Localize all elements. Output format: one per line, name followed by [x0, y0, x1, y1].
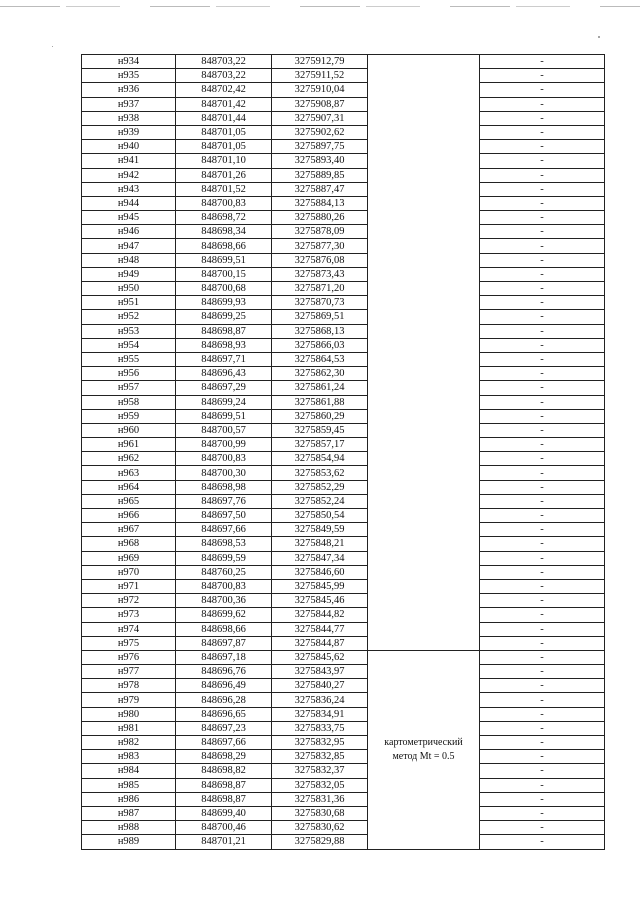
- table-row: [82, 196, 605, 210]
- table-row: [82, 665, 605, 679]
- note-cell: -: [480, 480, 605, 494]
- table-row: [82, 211, 605, 225]
- x-coordinate-cell: 848698,72: [176, 211, 272, 225]
- y-coordinate-cell: 3275831,36: [272, 792, 368, 806]
- point-id-cell: н969: [82, 551, 176, 565]
- coordinates-table: [81, 54, 605, 850]
- note-cell: -: [480, 537, 605, 551]
- x-coordinate-cell: 848697,50: [176, 509, 272, 523]
- x-coordinate-cell: 848699,93: [176, 296, 272, 310]
- x-coordinate-cell: 848697,76: [176, 494, 272, 508]
- x-coordinate-cell: 848697,66: [176, 736, 272, 750]
- x-coordinate-cell: 848700,68: [176, 282, 272, 296]
- table-row: [82, 806, 605, 820]
- point-id-cell: н937: [82, 97, 176, 111]
- x-coordinate-cell: 848760,25: [176, 565, 272, 579]
- point-id-cell: н970: [82, 565, 176, 579]
- x-coordinate-cell: 848703,22: [176, 55, 272, 69]
- y-coordinate-cell: 3275847,34: [272, 551, 368, 565]
- note-cell: -: [480, 211, 605, 225]
- point-id-cell: н942: [82, 168, 176, 182]
- table-row: [82, 225, 605, 239]
- y-coordinate-cell: 3275832,85: [272, 750, 368, 764]
- point-id-cell: н971: [82, 579, 176, 593]
- y-coordinate-cell: 3275912,79: [272, 55, 368, 69]
- x-coordinate-cell: 848697,87: [176, 636, 272, 650]
- y-coordinate-cell: 3275852,24: [272, 494, 368, 508]
- point-id-cell: н944: [82, 196, 176, 210]
- y-coordinate-cell: 3275870,73: [272, 296, 368, 310]
- note-cell: -: [480, 565, 605, 579]
- y-coordinate-cell: 3275880,26: [272, 211, 368, 225]
- table-row: [82, 636, 605, 650]
- point-id-cell: н939: [82, 125, 176, 139]
- x-coordinate-cell: 848699,51: [176, 253, 272, 267]
- point-id-cell: н987: [82, 806, 176, 820]
- point-id-cell: н943: [82, 182, 176, 196]
- x-coordinate-cell: 848701,26: [176, 168, 272, 182]
- table-row: [82, 409, 605, 423]
- note-cell: -: [480, 409, 605, 423]
- note-cell: -: [480, 395, 605, 409]
- table-row: [82, 239, 605, 253]
- x-coordinate-cell: 848697,18: [176, 650, 272, 664]
- method-name: картометрический: [384, 736, 463, 748]
- point-id-cell: н941: [82, 154, 176, 168]
- table-row: [82, 168, 605, 182]
- note-cell: -: [480, 324, 605, 338]
- y-coordinate-cell: 3275857,17: [272, 438, 368, 452]
- note-cell: -: [480, 140, 605, 154]
- y-coordinate-cell: 3275836,24: [272, 693, 368, 707]
- method-cell-empty: [368, 55, 480, 651]
- table-row: [82, 111, 605, 125]
- x-coordinate-cell: 848700,30: [176, 466, 272, 480]
- x-coordinate-cell: 848699,40: [176, 806, 272, 820]
- x-coordinate-cell: 848698,93: [176, 338, 272, 352]
- x-coordinate-cell: 848700,83: [176, 452, 272, 466]
- note-cell: -: [480, 125, 605, 139]
- note-cell: -: [480, 253, 605, 267]
- table-row: [82, 381, 605, 395]
- table-row: [82, 494, 605, 508]
- point-id-cell: н954: [82, 338, 176, 352]
- point-id-cell: н965: [82, 494, 176, 508]
- y-coordinate-cell: 3275869,51: [272, 310, 368, 324]
- point-id-cell: н981: [82, 721, 176, 735]
- table-row: [82, 579, 605, 593]
- note-cell: -: [480, 764, 605, 778]
- note-cell: -: [480, 551, 605, 565]
- x-coordinate-cell: 848698,98: [176, 480, 272, 494]
- y-coordinate-cell: 3275832,37: [272, 764, 368, 778]
- note-cell: -: [480, 111, 605, 125]
- x-coordinate-cell: 848701,05: [176, 140, 272, 154]
- x-coordinate-cell: 848698,87: [176, 778, 272, 792]
- note-cell: -: [480, 579, 605, 593]
- y-coordinate-cell: 3275844,87: [272, 636, 368, 650]
- table-row: [82, 324, 605, 338]
- x-coordinate-cell: 848698,66: [176, 622, 272, 636]
- point-id-cell: н978: [82, 679, 176, 693]
- table-row: [82, 438, 605, 452]
- table-row: [82, 480, 605, 494]
- x-coordinate-cell: 848700,83: [176, 579, 272, 593]
- y-coordinate-cell: 3275845,99: [272, 579, 368, 593]
- point-id-cell: н936: [82, 83, 176, 97]
- y-coordinate-cell: 3275853,62: [272, 466, 368, 480]
- point-id-cell: н959: [82, 409, 176, 423]
- table-row: [82, 253, 605, 267]
- table-row: [82, 367, 605, 381]
- table-row: [82, 352, 605, 366]
- x-coordinate-cell: 848701,42: [176, 97, 272, 111]
- table-row: [82, 125, 605, 139]
- x-coordinate-cell: 848701,44: [176, 111, 272, 125]
- note-cell: -: [480, 707, 605, 721]
- y-coordinate-cell: 3275897,75: [272, 140, 368, 154]
- x-coordinate-cell: 848696,65: [176, 707, 272, 721]
- note-cell: -: [480, 693, 605, 707]
- x-coordinate-cell: 848700,15: [176, 267, 272, 281]
- y-coordinate-cell: 3275832,05: [272, 778, 368, 792]
- y-coordinate-cell: 3275840,27: [272, 679, 368, 693]
- note-cell: -: [480, 466, 605, 480]
- table-row: [82, 707, 605, 721]
- table-row: [82, 778, 605, 792]
- x-coordinate-cell: 848701,52: [176, 182, 272, 196]
- x-coordinate-cell: 848701,05: [176, 125, 272, 139]
- y-coordinate-cell: 3275859,45: [272, 423, 368, 437]
- scan-speck: [52, 46, 53, 47]
- y-coordinate-cell: 3275848,21: [272, 537, 368, 551]
- x-coordinate-cell: 848700,36: [176, 594, 272, 608]
- table-row: [82, 282, 605, 296]
- table-row: [82, 693, 605, 707]
- x-coordinate-cell: 848696,43: [176, 367, 272, 381]
- y-coordinate-cell: 3275877,30: [272, 239, 368, 253]
- point-id-cell: н974: [82, 622, 176, 636]
- note-cell: -: [480, 423, 605, 437]
- point-id-cell: н983: [82, 750, 176, 764]
- y-coordinate-cell: 3275862,30: [272, 367, 368, 381]
- method-cell: [368, 650, 480, 849]
- y-coordinate-cell: 3275861,24: [272, 381, 368, 395]
- x-coordinate-cell: 848702,42: [176, 83, 272, 97]
- y-coordinate-cell: 3275844,77: [272, 622, 368, 636]
- table-row: [82, 509, 605, 523]
- note-cell: -: [480, 352, 605, 366]
- table-row: [82, 97, 605, 111]
- y-coordinate-cell: 3275873,43: [272, 267, 368, 281]
- x-coordinate-cell: 848698,87: [176, 324, 272, 338]
- note-cell: -: [480, 69, 605, 83]
- note-cell: -: [480, 196, 605, 210]
- note-cell: -: [480, 721, 605, 735]
- note-cell: -: [480, 636, 605, 650]
- table-row: [82, 296, 605, 310]
- note-cell: -: [480, 267, 605, 281]
- note-cell: -: [480, 622, 605, 636]
- coordinates-table-body: [82, 55, 605, 850]
- point-id-cell: н985: [82, 778, 176, 792]
- point-id-cell: н964: [82, 480, 176, 494]
- point-id-cell: н976: [82, 650, 176, 664]
- method-accuracy: метод Mt = 0.5: [392, 750, 455, 762]
- x-coordinate-cell: 848700,99: [176, 438, 272, 452]
- y-coordinate-cell: 3275876,08: [272, 253, 368, 267]
- note-cell: -: [480, 778, 605, 792]
- point-id-cell: н946: [82, 225, 176, 239]
- note-cell: -: [480, 523, 605, 537]
- point-id-cell: н967: [82, 523, 176, 537]
- note-cell: -: [480, 509, 605, 523]
- point-id-cell: н947: [82, 239, 176, 253]
- x-coordinate-cell: 848699,25: [176, 310, 272, 324]
- table-row: [82, 792, 605, 806]
- x-coordinate-cell: 848699,24: [176, 395, 272, 409]
- x-coordinate-cell: 848698,87: [176, 792, 272, 806]
- table-row: [82, 679, 605, 693]
- point-id-cell: н982: [82, 736, 176, 750]
- x-coordinate-cell: 848703,22: [176, 69, 272, 83]
- y-coordinate-cell: 3275844,82: [272, 608, 368, 622]
- table-row: [82, 721, 605, 735]
- note-cell: -: [480, 381, 605, 395]
- table-row: [82, 523, 605, 537]
- point-id-cell: н979: [82, 693, 176, 707]
- scan-speck: [598, 36, 600, 38]
- y-coordinate-cell: 3275850,54: [272, 509, 368, 523]
- note-cell: -: [480, 367, 605, 381]
- note-cell: -: [480, 594, 605, 608]
- y-coordinate-cell: 3275846,60: [272, 565, 368, 579]
- y-coordinate-cell: 3275864,53: [272, 352, 368, 366]
- y-coordinate-cell: 3275911,52: [272, 69, 368, 83]
- x-coordinate-cell: 848697,29: [176, 381, 272, 395]
- point-id-cell: н945: [82, 211, 176, 225]
- y-coordinate-cell: 3275845,46: [272, 594, 368, 608]
- point-id-cell: н984: [82, 764, 176, 778]
- note-cell: -: [480, 168, 605, 182]
- table-row: [82, 140, 605, 154]
- table-row: [82, 310, 605, 324]
- note-cell: -: [480, 239, 605, 253]
- x-coordinate-cell: 848697,23: [176, 721, 272, 735]
- table-row: [82, 565, 605, 579]
- y-coordinate-cell: 3275907,31: [272, 111, 368, 125]
- point-id-cell: н955: [82, 352, 176, 366]
- y-coordinate-cell: 3275845,62: [272, 650, 368, 664]
- note-cell: -: [480, 821, 605, 835]
- table-row: [82, 182, 605, 196]
- note-cell: -: [480, 282, 605, 296]
- x-coordinate-cell: 848698,66: [176, 239, 272, 253]
- y-coordinate-cell: 3275849,59: [272, 523, 368, 537]
- x-coordinate-cell: 848696,28: [176, 693, 272, 707]
- point-id-cell: н973: [82, 608, 176, 622]
- point-id-cell: н977: [82, 665, 176, 679]
- x-coordinate-cell: 848699,59: [176, 551, 272, 565]
- point-id-cell: н980: [82, 707, 176, 721]
- table-row: [82, 835, 605, 849]
- x-coordinate-cell: 848698,29: [176, 750, 272, 764]
- note-cell: -: [480, 296, 605, 310]
- note-cell: -: [480, 338, 605, 352]
- table-row: [82, 750, 605, 764]
- point-id-cell: н961: [82, 438, 176, 452]
- note-cell: -: [480, 83, 605, 97]
- point-id-cell: н958: [82, 395, 176, 409]
- table-row: [82, 650, 605, 664]
- point-id-cell: н938: [82, 111, 176, 125]
- x-coordinate-cell: 848698,82: [176, 764, 272, 778]
- table-row: [82, 736, 605, 750]
- y-coordinate-cell: 3275889,85: [272, 168, 368, 182]
- point-id-cell: н972: [82, 594, 176, 608]
- point-id-cell: н934: [82, 55, 176, 69]
- note-cell: -: [480, 650, 605, 664]
- x-coordinate-cell: 848701,10: [176, 154, 272, 168]
- note-cell: -: [480, 665, 605, 679]
- point-id-cell: н986: [82, 792, 176, 806]
- x-coordinate-cell: 848700,46: [176, 821, 272, 835]
- note-cell: -: [480, 182, 605, 196]
- point-id-cell: н952: [82, 310, 176, 324]
- table-row: [82, 338, 605, 352]
- point-id-cell: н962: [82, 452, 176, 466]
- x-coordinate-cell: 848700,57: [176, 423, 272, 437]
- point-id-cell: н948: [82, 253, 176, 267]
- y-coordinate-cell: 3275833,75: [272, 721, 368, 735]
- table-row: [82, 608, 605, 622]
- x-coordinate-cell: 848701,21: [176, 835, 272, 849]
- table-row: [82, 154, 605, 168]
- point-id-cell: н968: [82, 537, 176, 551]
- note-cell: -: [480, 679, 605, 693]
- y-coordinate-cell: 3275834,91: [272, 707, 368, 721]
- table-row: [82, 622, 605, 636]
- y-coordinate-cell: 3275908,87: [272, 97, 368, 111]
- scan-artifact-line: [0, 6, 640, 7]
- y-coordinate-cell: 3275860,29: [272, 409, 368, 423]
- point-id-cell: н960: [82, 423, 176, 437]
- x-coordinate-cell: 848697,71: [176, 352, 272, 366]
- point-id-cell: н956: [82, 367, 176, 381]
- y-coordinate-cell: 3275854,94: [272, 452, 368, 466]
- point-id-cell: н975: [82, 636, 176, 650]
- table-row: [82, 452, 605, 466]
- table-row: [82, 466, 605, 480]
- note-cell: -: [480, 452, 605, 466]
- y-coordinate-cell: 3275852,29: [272, 480, 368, 494]
- point-id-cell: н935: [82, 69, 176, 83]
- point-id-cell: н940: [82, 140, 176, 154]
- note-cell: -: [480, 154, 605, 168]
- y-coordinate-cell: 3275884,13: [272, 196, 368, 210]
- y-coordinate-cell: 3275830,68: [272, 806, 368, 820]
- note-cell: -: [480, 310, 605, 324]
- y-coordinate-cell: 3275866,03: [272, 338, 368, 352]
- x-coordinate-cell: 848696,49: [176, 679, 272, 693]
- point-id-cell: н950: [82, 282, 176, 296]
- y-coordinate-cell: 3275887,47: [272, 182, 368, 196]
- note-cell: -: [480, 55, 605, 69]
- x-coordinate-cell: 848699,62: [176, 608, 272, 622]
- note-cell: -: [480, 750, 605, 764]
- note-cell: -: [480, 608, 605, 622]
- y-coordinate-cell: 3275843,97: [272, 665, 368, 679]
- y-coordinate-cell: 3275832,95: [272, 736, 368, 750]
- x-coordinate-cell: 848696,76: [176, 665, 272, 679]
- note-cell: -: [480, 736, 605, 750]
- table-row: [82, 537, 605, 551]
- point-id-cell: н949: [82, 267, 176, 281]
- y-coordinate-cell: 3275910,04: [272, 83, 368, 97]
- table-row: [82, 395, 605, 409]
- x-coordinate-cell: 848698,34: [176, 225, 272, 239]
- x-coordinate-cell: 848699,51: [176, 409, 272, 423]
- y-coordinate-cell: 3275830,62: [272, 821, 368, 835]
- table-row: [82, 83, 605, 97]
- point-id-cell: н951: [82, 296, 176, 310]
- point-id-cell: н989: [82, 835, 176, 849]
- y-coordinate-cell: 3275868,13: [272, 324, 368, 338]
- point-id-cell: н966: [82, 509, 176, 523]
- table-row: [82, 821, 605, 835]
- note-cell: -: [480, 97, 605, 111]
- point-id-cell: н957: [82, 381, 176, 395]
- x-coordinate-cell: 848700,83: [176, 196, 272, 210]
- table-row: [82, 764, 605, 778]
- table-row: [82, 551, 605, 565]
- y-coordinate-cell: 3275878,09: [272, 225, 368, 239]
- note-cell: -: [480, 835, 605, 849]
- point-id-cell: н953: [82, 324, 176, 338]
- x-coordinate-cell: 848698,53: [176, 537, 272, 551]
- note-cell: -: [480, 806, 605, 820]
- table-row: [82, 69, 605, 83]
- point-id-cell: н963: [82, 466, 176, 480]
- table-row: [82, 423, 605, 437]
- y-coordinate-cell: 3275861,88: [272, 395, 368, 409]
- point-id-cell: н988: [82, 821, 176, 835]
- y-coordinate-cell: 3275893,40: [272, 154, 368, 168]
- y-coordinate-cell: 3275829,88: [272, 835, 368, 849]
- note-cell: -: [480, 494, 605, 508]
- table-row: [82, 594, 605, 608]
- y-coordinate-cell: 3275871,20: [272, 282, 368, 296]
- y-coordinate-cell: 3275902,62: [272, 125, 368, 139]
- x-coordinate-cell: 848697,66: [176, 523, 272, 537]
- note-cell: -: [480, 225, 605, 239]
- note-cell: -: [480, 438, 605, 452]
- table-row: [82, 267, 605, 281]
- note-cell: -: [480, 792, 605, 806]
- table-row: [82, 55, 605, 69]
